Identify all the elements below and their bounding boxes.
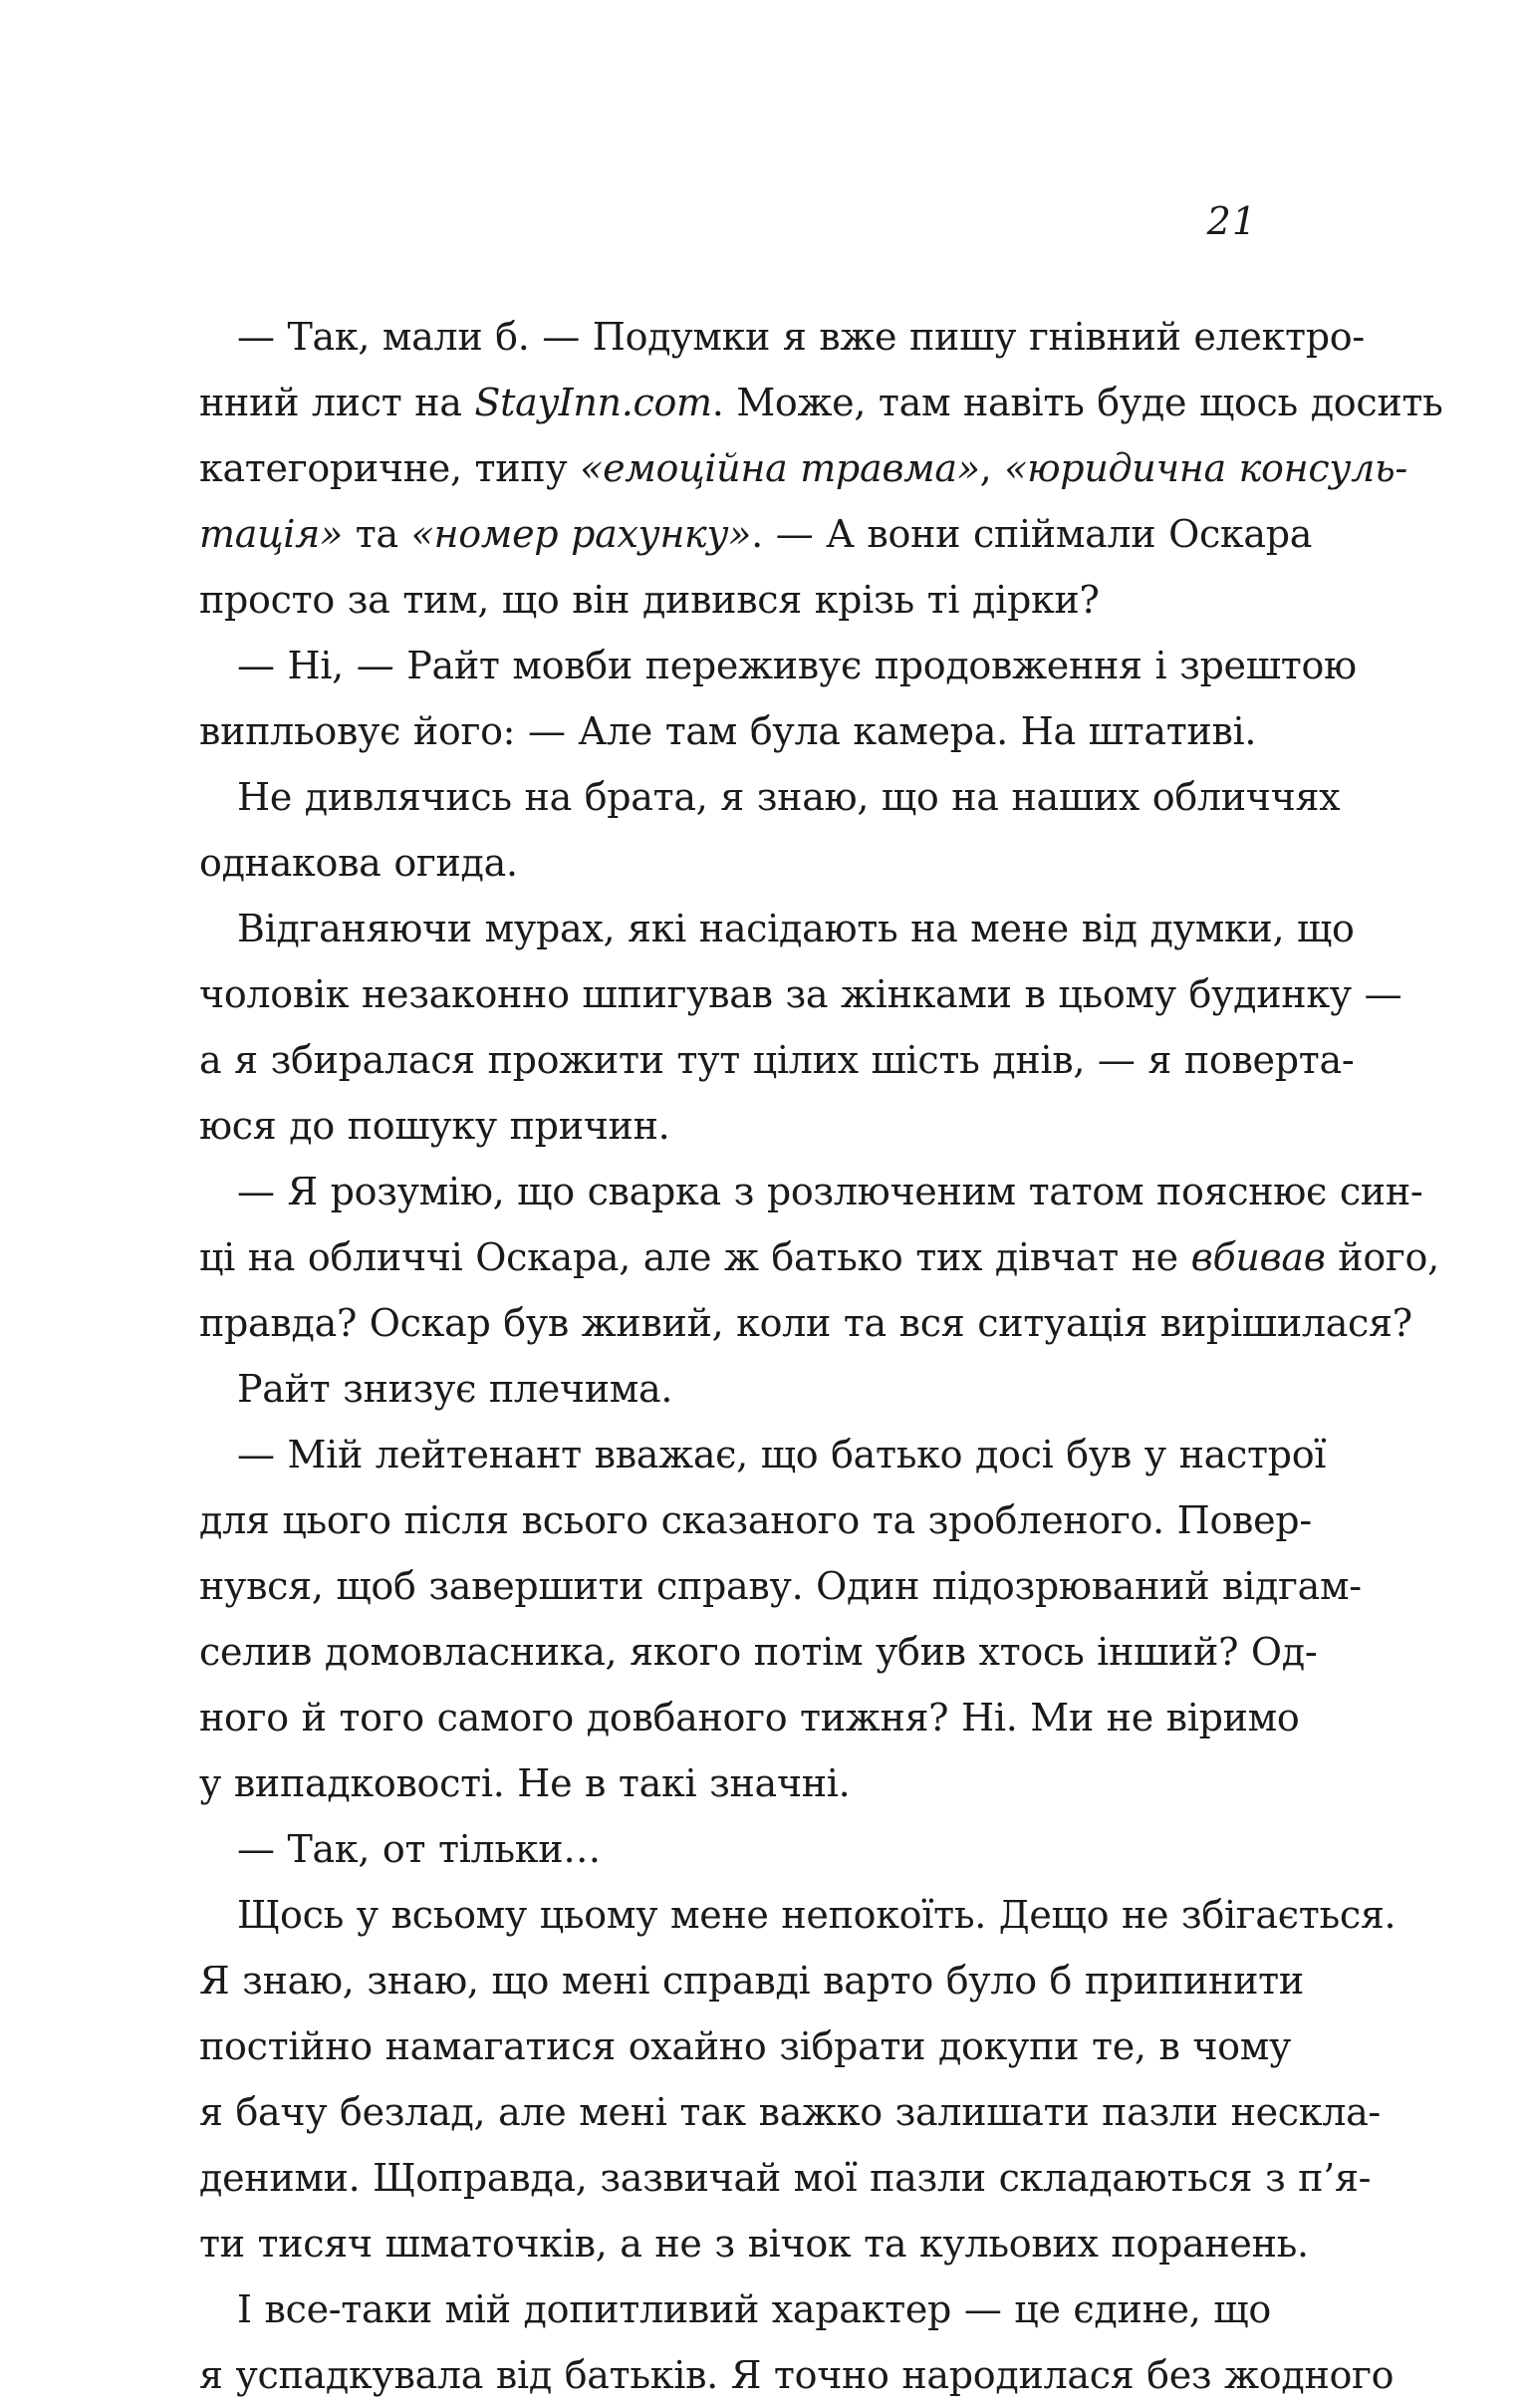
text-segment: просто за тим, що він дивився крізь ті дірки? <box>199 578 1100 622</box>
text-line <box>199 1290 1412 1356</box>
text-segment: нний лист на <box>199 381 475 424</box>
text-segment: — Так, от тільки… <box>237 1827 601 1871</box>
text-line <box>199 2013 1292 2079</box>
text-segment: Я знаю, знаю, що мені справді варто було б припинити <box>199 1959 1304 2003</box>
text-segment: . — А вони спіймали Оскара <box>751 512 1313 556</box>
text-segment: постійно намагатися охайно зібрати докупи те, в чому <box>199 2024 1292 2068</box>
text-line <box>199 1487 1312 1553</box>
body-text <box>199 304 1443 2408</box>
text-line <box>199 2079 1381 2145</box>
text-segment: Не дивлячись на брата, я знаю, що на наших обличчях <box>237 775 1341 819</box>
text-line <box>199 830 1261 896</box>
text-segment: я бачу безлад, але мені так важко залишати пазли нескла- <box>199 2090 1381 2134</box>
text-line <box>199 2276 1271 2342</box>
text-segment: Щось у всьому цьому мене непокоїть. Дещо не збігається. <box>237 1893 1397 1937</box>
text-segment: селив домовласника, якого потім убив хтось інший? Од- <box>199 1630 1318 1674</box>
text-segment: Райт знизує плечима. <box>237 1367 673 1411</box>
text-line <box>199 1882 1397 1948</box>
text-line <box>199 896 1355 961</box>
italic-text: «номер рахунку» <box>410 512 752 556</box>
text-segment: , <box>979 446 1005 490</box>
text-segment: правда? Оскар був живий, коли та вся ситуація вирішилася? <box>199 1301 1412 1345</box>
italic-text: вбивав <box>1190 1235 1326 1279</box>
text-line <box>199 1356 1261 1422</box>
text-segment: ного й того самого довбаного тижня? Ні. Ми не віримо <box>199 1696 1300 1739</box>
text-line <box>199 567 1261 633</box>
text-segment: а я збиралася прожити тут цілих шість днів, — я поверта- <box>199 1038 1355 1082</box>
italic-text: «емоційна травма» <box>580 446 980 490</box>
page-number: 21 <box>1206 199 1257 243</box>
text-line <box>199 370 1443 435</box>
text-segment: я успадкувала від батьків. Я точно народилася без жодного <box>199 2353 1395 2397</box>
text-line <box>199 1816 1261 1882</box>
text-line <box>199 1750 1261 1816</box>
text-line <box>199 1159 1423 1224</box>
text-segment: ці на обличчі Оскара, але ж батько тих дівчат не <box>199 1235 1191 1279</box>
italic-text: StayInn.com <box>474 381 712 424</box>
text-line <box>199 1685 1300 1750</box>
text-line <box>199 961 1402 1027</box>
text-line <box>199 764 1341 830</box>
text-segment: та <box>342 512 411 556</box>
text-line <box>199 304 1365 370</box>
text-segment: чоловік незаконно шпигував за жінками в цьому будинку — <box>199 972 1402 1016</box>
text-line <box>199 2342 1395 2408</box>
text-line <box>199 2211 1309 2276</box>
text-segment: — Я розумію, що сварка з розлюченим татом пояснює син- <box>237 1170 1423 1213</box>
text-segment: — Так, мали б. — Подумки я вже пишу гнівний електро- <box>237 315 1365 359</box>
text-segment: категоричне, типу <box>199 446 581 490</box>
text-segment: юся до пошуку причин. <box>199 1104 670 1148</box>
text-segment: І все-таки мій допитливий характер — це єдине, що <box>237 2287 1271 2331</box>
text-segment: однакова огида. <box>199 841 518 885</box>
text-segment: . Може, там навіть буде щось досить <box>711 381 1443 424</box>
text-line <box>199 1422 1327 1487</box>
text-line <box>199 1093 1261 1159</box>
text-segment: Відганяючи мурах, які насідають на мене від думки, що <box>237 907 1355 950</box>
text-line <box>199 1224 1439 1290</box>
text-line <box>199 1619 1318 1685</box>
text-line <box>199 633 1357 698</box>
text-segment: — Ні, — Райт мовби переживує продовження і зрештою <box>237 644 1357 687</box>
text-line <box>199 698 1261 764</box>
text-line <box>199 1553 1362 1619</box>
text-segment: у випадковості. Не в такі значні. <box>199 1761 851 1805</box>
text-segment: випльовує його: — Але там була камера. На штативі. <box>199 709 1257 753</box>
text-segment: нувся, щоб завершити справу. Один підозрюваний відгам- <box>199 1564 1362 1608</box>
text-line <box>199 501 1313 567</box>
text-line <box>199 1948 1304 2013</box>
text-segment: для цього після всього сказаного та зробленого. Повер- <box>199 1498 1312 1542</box>
text-line <box>199 435 1407 501</box>
italic-text: тація» <box>199 512 343 556</box>
text-segment: — Мій лейтенант вважає, що батько досі був у настрої <box>237 1433 1327 1476</box>
text-segment: ти тисяч шматочків, а не з вічок та кульових поранень. <box>199 2222 1309 2266</box>
text-segment: його, <box>1325 1235 1439 1279</box>
text-line <box>199 2145 1372 2211</box>
text-segment: деними. Щоправда, зазвичай мої пазли складаються з п’я- <box>199 2156 1372 2200</box>
italic-text: «юридична консуль- <box>1004 446 1407 490</box>
text-line <box>199 1027 1355 1093</box>
